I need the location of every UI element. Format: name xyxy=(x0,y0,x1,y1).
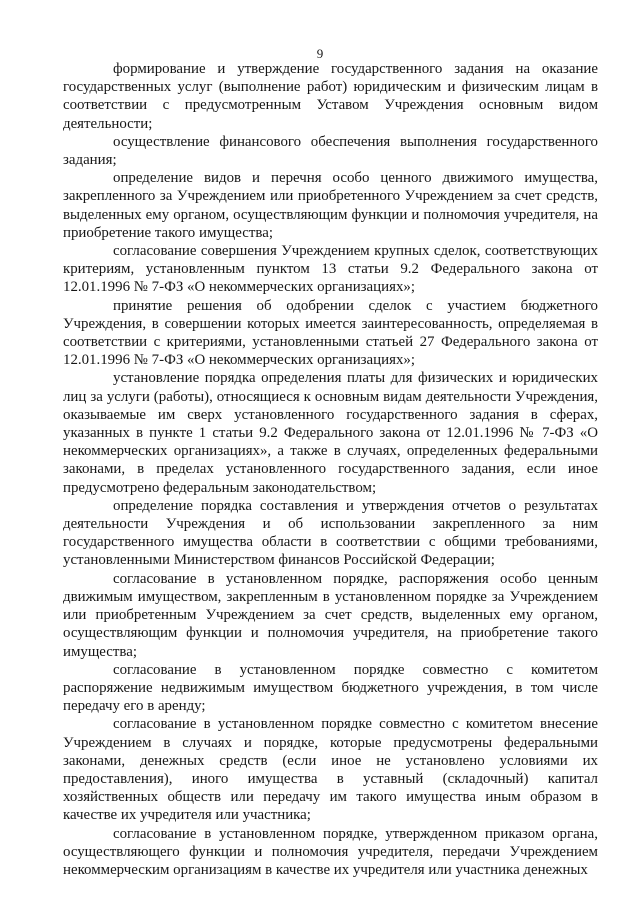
paragraph-real-estate-disposal: согласование в установленном порядке совместно с комитетом распоряжение недвижимым имуществом бюджетного учреждения, в том числе передачу его в аренду; xyxy=(63,661,598,715)
paragraph-valuable-property: определение видов и перечня особо ценного движимого имущества, закрепленного за Учреждением или приобретенного Учреждением за счет средств, выделенных ему органом, осуществляющим функции и полномочия учредителя, на приобретение такого имущества; xyxy=(63,170,598,241)
document-body xyxy=(63,60,598,879)
paragraph-movable-property-disposal: согласование в установленном порядке, распоряжения особо ценным движимым имуществом, закрепленным в установленном порядке за Учреждением или приобретенным Учреждением за счет средств, выделенных ему органом, осуществляющим функции и полномочия учредителя, на приобретение такого имущества; xyxy=(63,570,598,660)
paragraph-reporting-procedure: определение порядка составления и утверждения отчетов о результатах деятельности Учреждения и об использовании закрепленного за ним государственного имущества области в соответствии с общими требованиями, установленными Министерством финансов Российской Федерации; xyxy=(63,497,598,569)
paragraph-financial-support: осуществление финансового обеспечения выполнения государственного задания; xyxy=(63,133,598,169)
paragraph-interested-transactions: принятие решения об одобрении сделок с участием бюджетного Учреждения, в совершении которых имеется заинтересованность, определяемая в соответствии с критериями, установленными статьей 27 Федерального закона от 12.01.1996 № 7-ФЗ «О некоммерческих организациях»; xyxy=(63,297,598,369)
paragraph-state-assignment: формирование и утверждение государственного задания на оказание государственных услуг (выполнение работ) юридическим и физическим лицам в соответствии с предусмотренным Уставом Учреждения основным видом деятельности; xyxy=(63,61,598,132)
paragraph-service-fees: установление порядка определения платы для физических и юридических лиц за услуги (работы), относящиеся к основным видам деятельности Учреждения, оказываемые им сверх установленного государственного задания в сферах, указанных в пункте 1 статьи 9.2 Федерального закона от 12.01.1996 № 7-ФЗ «О некоммерческих организациях», а также в случаях, определенных федеральными законами, в пределах установленного государственного задания, если иное предусмотрено федеральным законодательством; xyxy=(63,370,598,496)
paragraph-major-transactions: согласование совершения Учреждением крупных сделок, соответствующих критериям, установленным пунктом 13 статьи 9.2 Федерального закона от 12.01.1996 № 7-ФЗ «О некоммерческих организациях»; xyxy=(63,243,598,296)
paragraph-transfer-to-nonprofits: согласование в установленном порядке, утвержденном приказом органа, осуществляющего функции и полномочия учредителя, передачи Учреждением некоммерческим организациям в качестве их учредителя или участника денежных xyxy=(63,825,598,878)
page-number: 9 xyxy=(316,46,324,61)
paragraph-capital-contribution: согласование в установленном порядке совместно с комитетом внесение Учреждением в случаях и порядке, которые предусмотрены федеральными законами, денежных средств (если иное не установлено условиями их предоставления), иного имущества в уставный (складочный) капитал хозяйственных обществ или передачу им такого имущества иным образом в качестве их учредителя или участника; xyxy=(63,716,598,824)
